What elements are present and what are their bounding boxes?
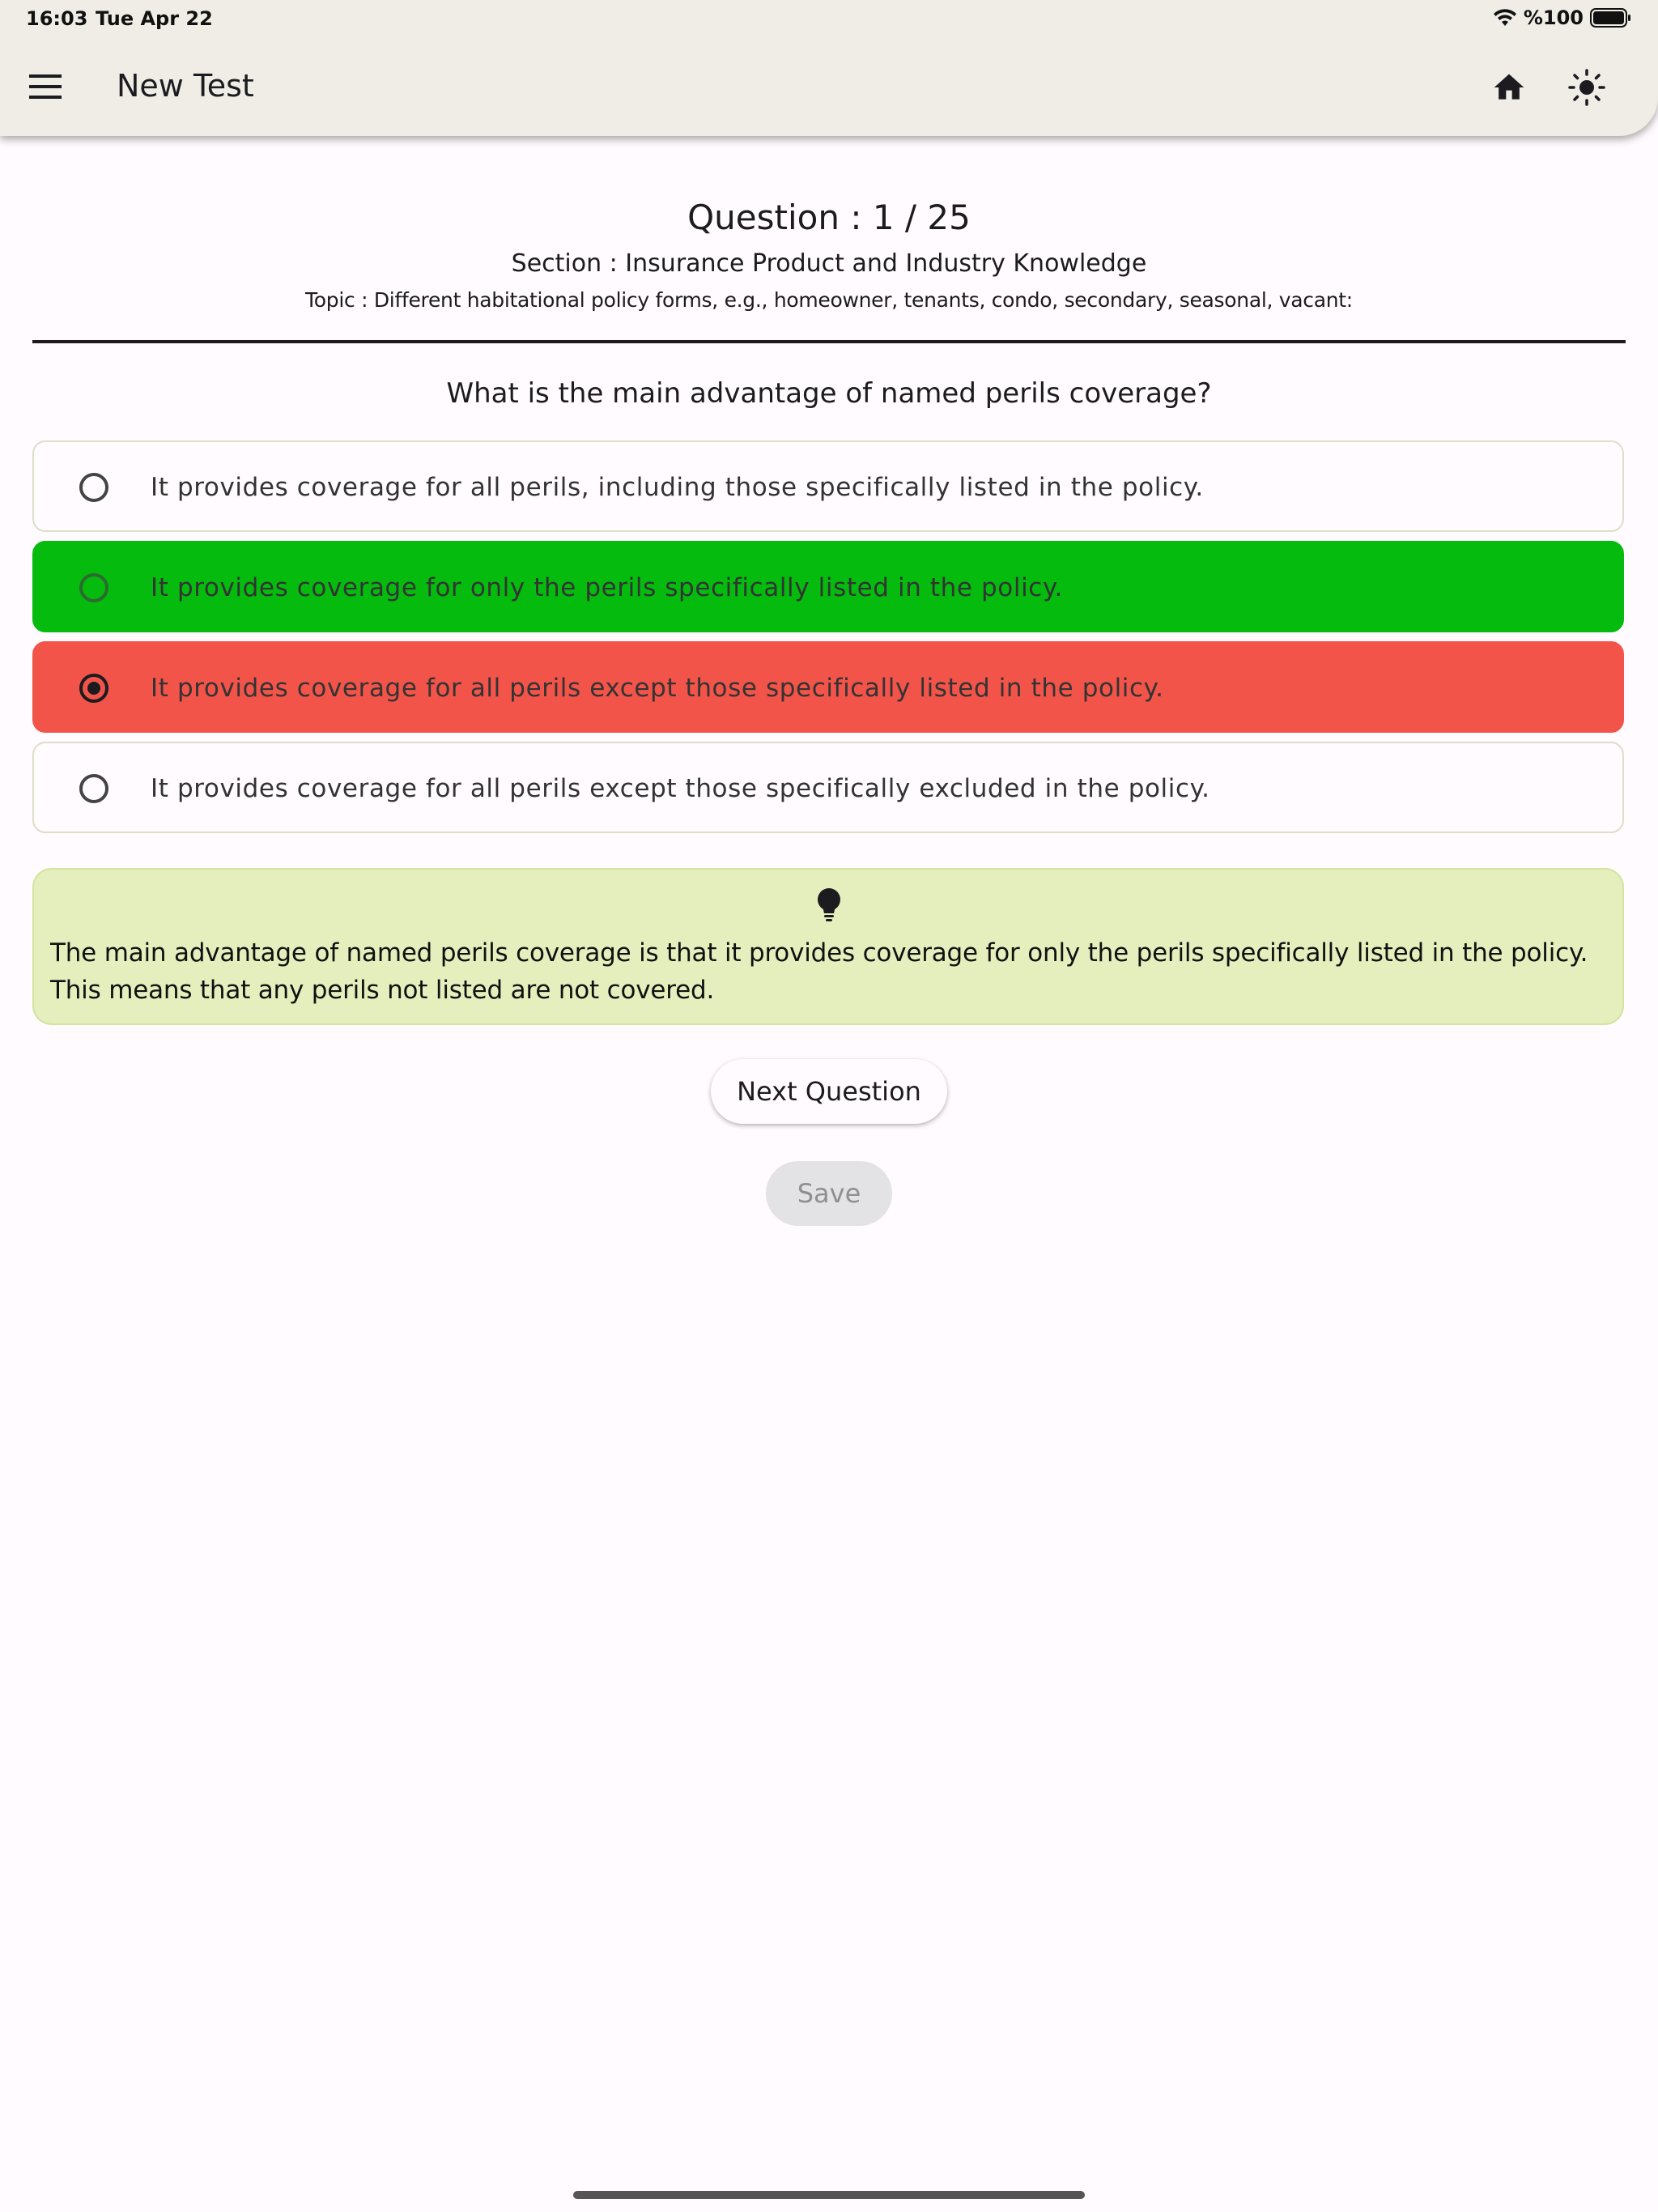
answer-option-label: It provides coverage for all perils except those specifically excluded in the policy. bbox=[151, 774, 1210, 803]
save-button[interactable]: Save bbox=[766, 1161, 892, 1226]
radio-button-selected[interactable] bbox=[79, 674, 108, 703]
status-right bbox=[1493, 6, 1632, 29]
answer-option-label: It provides coverage for all perils except those specifically listed in the policy. bbox=[151, 674, 1164, 703]
answer-option-3[interactable] bbox=[32, 641, 1624, 733]
answer-option-label: It provides coverage for all perils, including those specifically listed in the policy. bbox=[151, 473, 1204, 502]
radio-button[interactable] bbox=[79, 473, 108, 502]
question-counter: Question : 1 / 25 bbox=[687, 198, 971, 237]
question-text: What is the main advantage of named perils coverage? bbox=[446, 377, 1212, 410]
topic-label: Topic : Different habitational policy forms, e.g., homeowner, tenants, condo, secondary, seasonal, vacant: bbox=[305, 288, 1353, 312]
explanation-card bbox=[32, 868, 1624, 1025]
battery-icon bbox=[1590, 7, 1632, 28]
wifi-icon bbox=[1493, 8, 1517, 28]
lightbulb-icon bbox=[814, 887, 844, 923]
status-bar bbox=[0, 0, 1658, 39]
next-question-button[interactable]: Next Question bbox=[711, 1059, 947, 1124]
home-indicator[interactable] bbox=[573, 2191, 1085, 2199]
battery-percentage: %100 bbox=[1523, 6, 1584, 29]
status-date: Tue Apr 22 bbox=[96, 7, 213, 30]
section-label: Section : Insurance Product and Industry Knowledge bbox=[511, 249, 1147, 278]
radio-button[interactable] bbox=[79, 774, 108, 803]
answer-option-label: It provides coverage for only the perils specifically listed in the policy. bbox=[151, 573, 1063, 602]
divider bbox=[32, 340, 1626, 343]
answer-option-1[interactable] bbox=[32, 440, 1624, 532]
light-mode-icon[interactable] bbox=[1567, 68, 1606, 107]
app-title: New Test bbox=[117, 68, 254, 104]
answer-option-2[interactable] bbox=[32, 541, 1624, 632]
home-icon[interactable] bbox=[1491, 70, 1527, 105]
status-time: 16:03 bbox=[26, 7, 88, 30]
menu-icon[interactable] bbox=[29, 73, 62, 100]
answer-option-4[interactable] bbox=[32, 742, 1624, 833]
radio-button[interactable] bbox=[79, 573, 108, 602]
explanation-text: The main advantage of named perils coverage is that it provides coverage for only the perils specifically listed in the policy. This means that any perils not listed are not covered. bbox=[50, 938, 1588, 1005]
